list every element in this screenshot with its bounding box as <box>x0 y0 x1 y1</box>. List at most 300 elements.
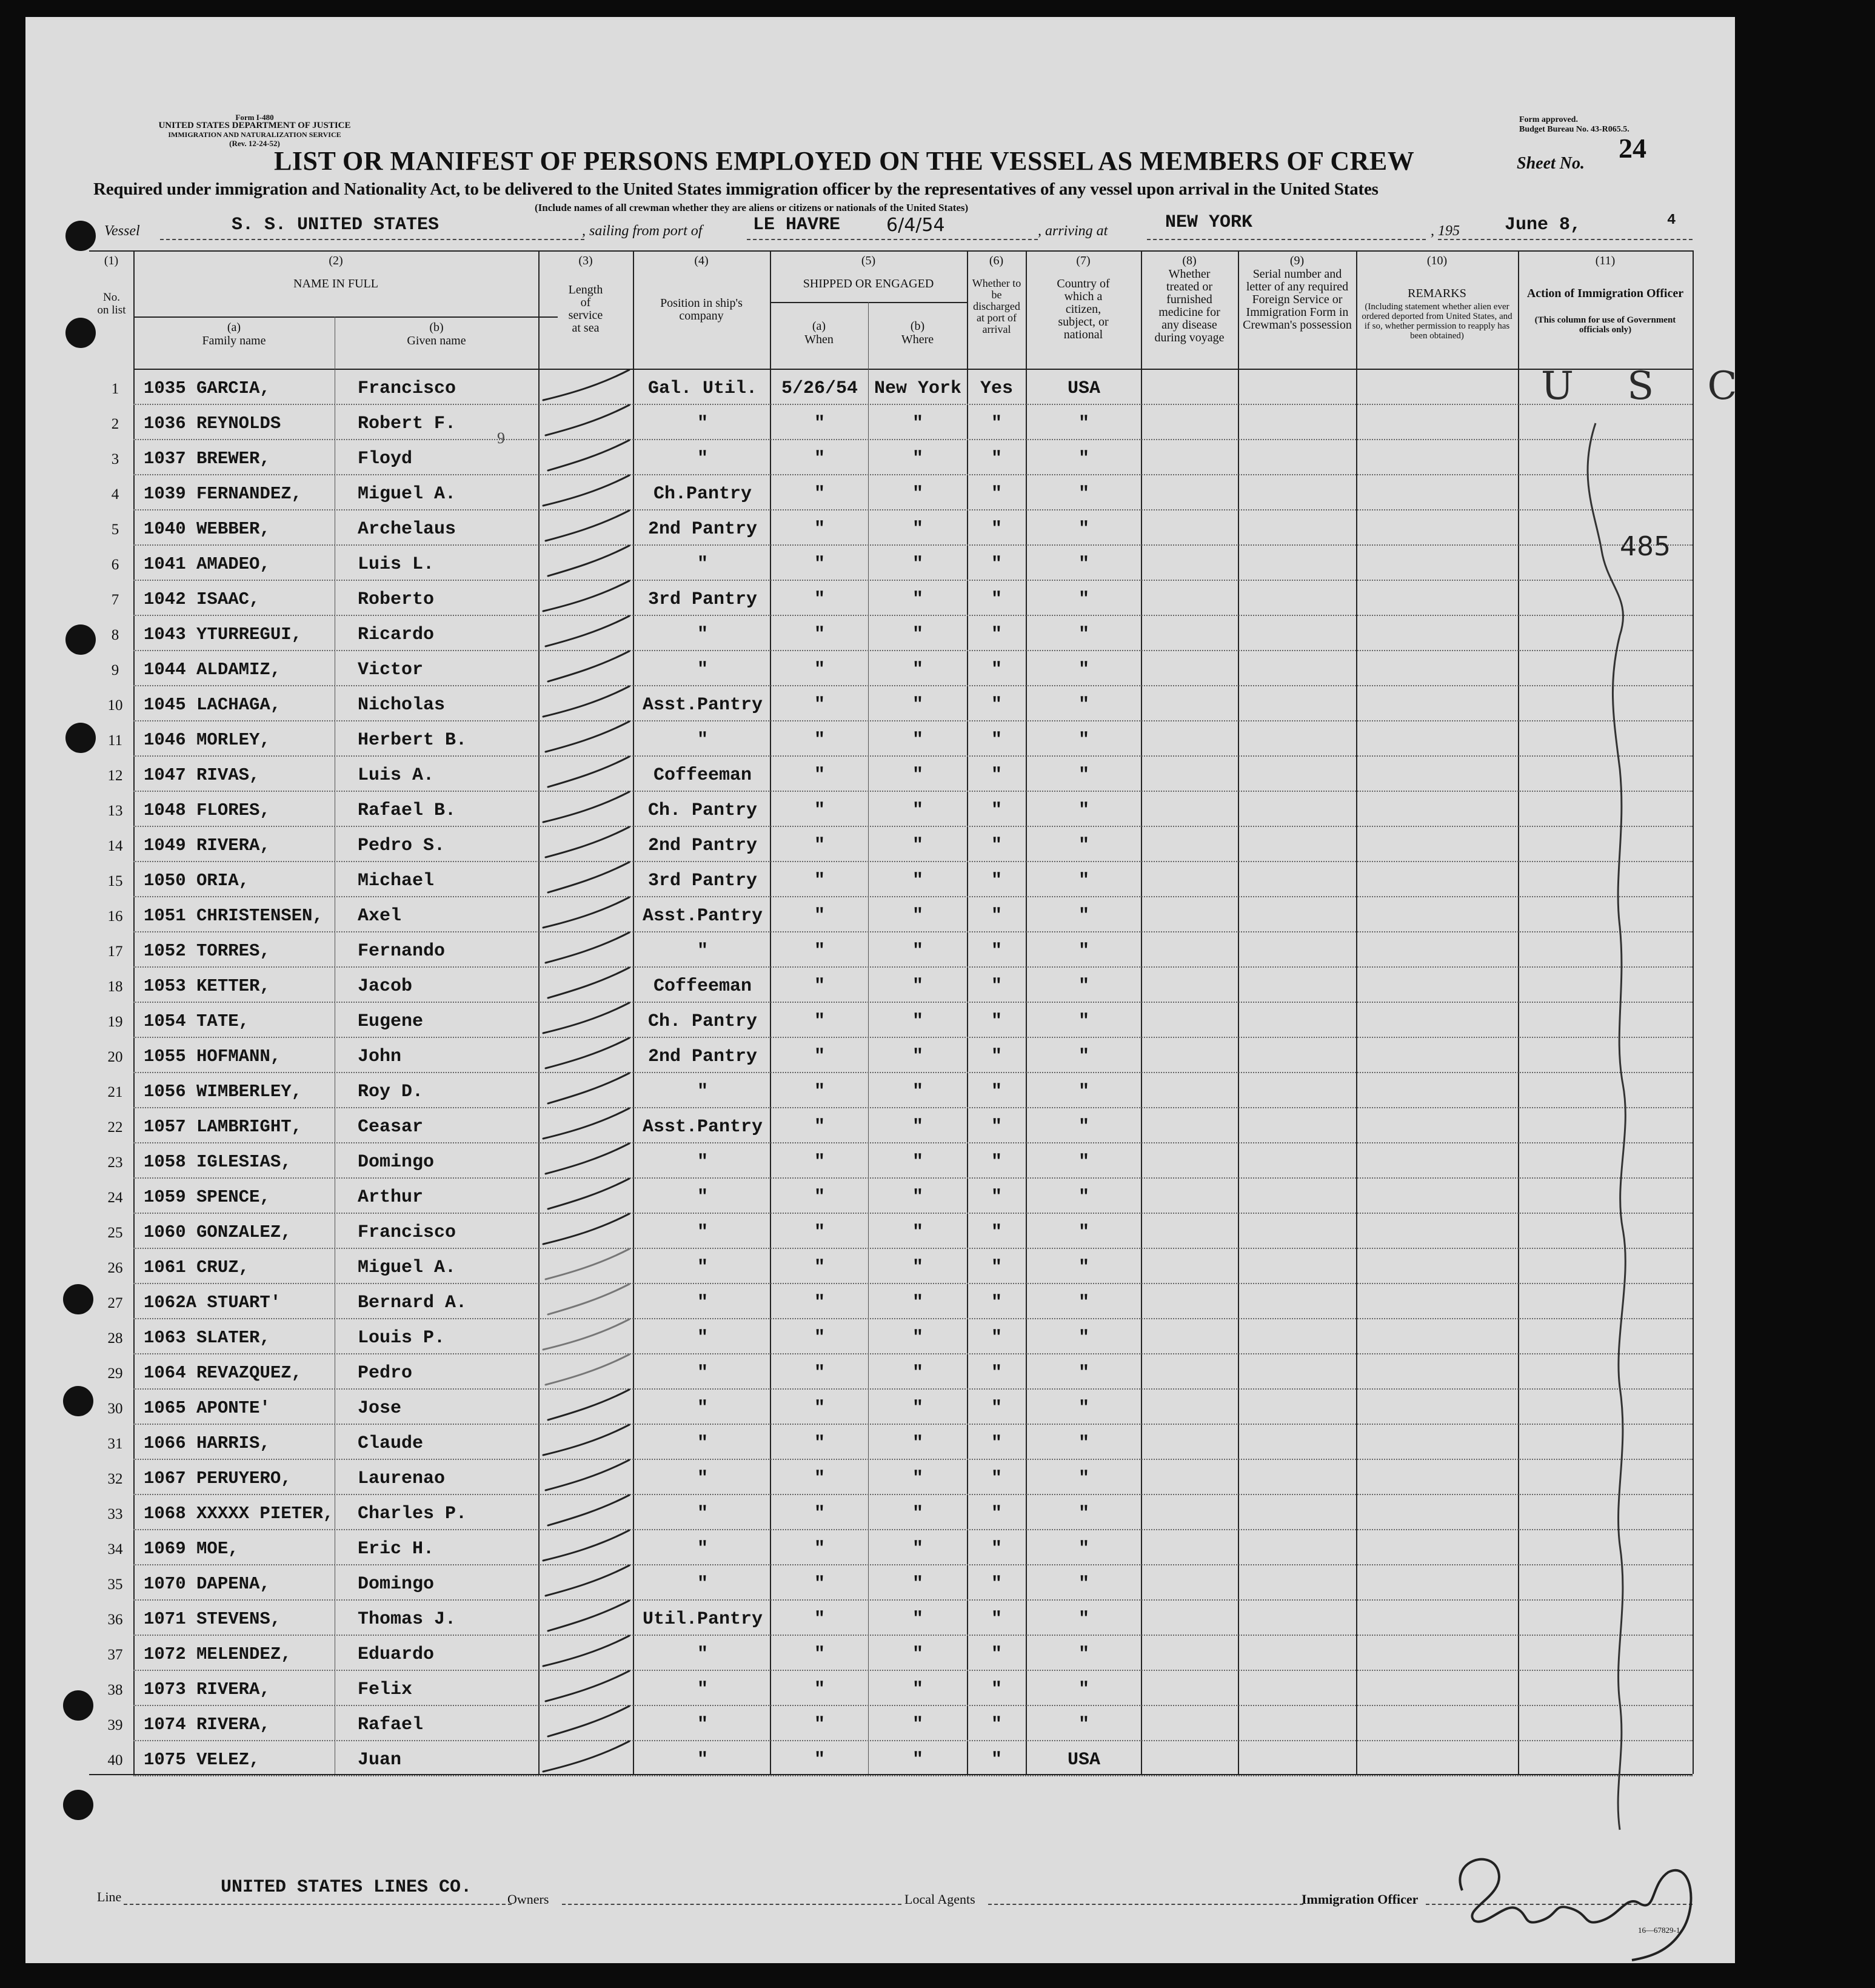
service-stroke <box>548 1179 629 1209</box>
given-name: Luis A. <box>358 765 435 786</box>
col10-sublabel: (Including statement whether alien ever ordered deported from United States, and if so, whether permission to reapply has been obtained) <box>1362 302 1512 341</box>
given-name: Felix <box>358 1679 413 1700</box>
action-usc-mark: U S C <box>1541 364 1758 409</box>
shipped-where: " <box>912 1152 923 1173</box>
row-separator <box>133 1177 1693 1179</box>
shipped-where: " <box>912 1715 923 1735</box>
row-number: 40 <box>107 1752 123 1769</box>
family-name: 1058 IGLESIAS, <box>144 1152 292 1172</box>
discharged: " <box>991 449 1002 469</box>
department-name: UNITED STATES DEPARTMENT OF JUSTICE <box>158 121 351 130</box>
row-separator <box>133 474 1693 475</box>
discharged: " <box>991 1504 1002 1524</box>
row-number: 6 <box>111 557 119 573</box>
country: " <box>1078 695 1089 715</box>
family-name: 1069 MOE, <box>144 1539 239 1559</box>
row-separator <box>133 1388 1693 1390</box>
discharged: " <box>991 1187 1002 1208</box>
position: 3rd Pantry <box>647 589 758 610</box>
service-stroke <box>543 475 629 506</box>
family-name: 1070 DAPENA, <box>144 1574 270 1594</box>
discharged: " <box>991 1715 1002 1735</box>
position: 2nd Pantry <box>647 519 758 540</box>
line-underline <box>124 1904 512 1905</box>
family-name: 1045 LACHAGA, <box>144 695 281 715</box>
position: " <box>697 1574 708 1595</box>
discharged: " <box>991 1011 1002 1032</box>
country: " <box>1078 484 1089 504</box>
position: Asst.Pantry <box>642 695 763 715</box>
shipped-when: " <box>814 589 825 610</box>
col2b-label: Given name <box>407 334 466 347</box>
country: " <box>1078 1644 1089 1665</box>
country: " <box>1078 1433 1089 1454</box>
col2-number: (2) <box>329 254 343 267</box>
position: " <box>697 1468 708 1489</box>
given-name: Ricardo <box>358 624 435 645</box>
country: " <box>1078 1504 1089 1524</box>
given-name: John <box>358 1046 402 1067</box>
row-separator <box>133 791 1693 792</box>
row-number: 33 <box>107 1506 123 1522</box>
service-stroke <box>543 1425 629 1455</box>
row-separator <box>133 1318 1693 1319</box>
discharged: " <box>991 660 1002 680</box>
shipped-where: " <box>912 976 923 997</box>
position: " <box>697 1679 708 1700</box>
country: " <box>1078 624 1089 645</box>
shipped-where: " <box>912 1222 923 1243</box>
col2a-number: (a) <box>227 321 241 334</box>
country: " <box>1078 1117 1089 1137</box>
given-name: Michael <box>358 871 435 891</box>
shipped-when: " <box>814 1679 825 1700</box>
given-name: Arthur <box>358 1187 424 1208</box>
service-stroke <box>546 721 629 752</box>
country: " <box>1078 1152 1089 1173</box>
row-separator <box>133 580 1693 581</box>
row-number: 22 <box>107 1119 123 1136</box>
shipped-when: " <box>814 835 825 856</box>
family-name: 1074 RIVERA, <box>144 1715 270 1735</box>
shipped-where: " <box>912 800 923 821</box>
col-border-5b <box>868 302 869 1774</box>
given-name: Nicholas <box>358 695 446 715</box>
budget-number: Budget Bureau No. 43-R065.5. <box>1519 125 1629 134</box>
shipped-where: " <box>912 1433 923 1454</box>
given-name: Luis L. <box>358 554 435 575</box>
discharged: " <box>991 976 1002 997</box>
service-stroke <box>546 1460 629 1490</box>
col1-label: No. on list <box>97 291 126 316</box>
col11-sublabel: (This column for use of Government officials only) <box>1534 315 1676 335</box>
given-name: Domingo <box>358 1152 435 1173</box>
row-separator <box>133 1424 1693 1425</box>
family-name: 1054 TATE, <box>144 1011 250 1031</box>
row-number: 14 <box>107 838 123 854</box>
country: " <box>1078 1468 1089 1489</box>
row-number: 20 <box>107 1049 123 1065</box>
shipped-when: " <box>814 1117 825 1137</box>
service-stroke <box>546 1249 629 1279</box>
shipped-where: " <box>912 835 923 856</box>
family-name: 1041 AMADEO, <box>144 554 270 574</box>
service-stroke <box>546 1038 629 1068</box>
row-number: 8 <box>111 627 119 643</box>
given-name: Charles P. <box>358 1504 467 1524</box>
discharged: " <box>991 765 1002 786</box>
col10-number: (10) <box>1426 254 1448 267</box>
row-separator <box>133 1037 1693 1038</box>
col5b-number: (b) <box>910 320 925 333</box>
discharged: " <box>991 1328 1002 1348</box>
shipped-where: " <box>912 730 923 751</box>
family-name: 1059 SPENCE, <box>144 1187 270 1207</box>
country: " <box>1078 906 1089 926</box>
col-border-10 <box>1356 250 1357 1774</box>
col-border-11 <box>1518 250 1519 1774</box>
given-name: Rafael <box>358 1715 424 1735</box>
family-name: 1037 BREWER, <box>144 449 270 469</box>
service-stroke <box>543 1319 629 1350</box>
col-border-4 <box>633 250 634 1774</box>
service-stroke <box>546 405 629 435</box>
punch-hole <box>63 1284 93 1314</box>
row-number: 34 <box>107 1541 123 1558</box>
punch-hole <box>65 221 96 251</box>
family-name: 1056 WIMBERLEY, <box>144 1082 302 1102</box>
row-number: 37 <box>107 1647 123 1663</box>
row-number: 16 <box>107 908 123 925</box>
given-name: Rafael B. <box>358 800 456 821</box>
country: " <box>1078 730 1089 751</box>
country: " <box>1078 976 1089 997</box>
family-name: 1043 YTURREGUI, <box>144 624 302 644</box>
row-separator <box>133 1353 1693 1354</box>
service-stroke <box>546 1565 629 1596</box>
position: Coffeeman <box>653 765 752 786</box>
arriving-label: , arriving at <box>1038 223 1108 239</box>
discharged: " <box>991 1293 1002 1313</box>
col4-label: Position in ship's company <box>660 296 743 323</box>
col11-number: (11) <box>1595 254 1616 267</box>
shipped-when: " <box>814 1539 825 1559</box>
service-stroke <box>548 440 629 470</box>
given-name: Claude <box>358 1433 424 1454</box>
shipped-where: " <box>912 941 923 962</box>
port-underline <box>747 239 1038 240</box>
shipped-where: " <box>912 871 923 891</box>
family-name: 1049 RIVERA, <box>144 835 270 855</box>
given-name: Miguel A. <box>358 484 456 504</box>
col4-number: (4) <box>694 254 709 267</box>
shipped-where: " <box>912 1046 923 1067</box>
given-name: Roy D. <box>358 1082 424 1102</box>
row-separator <box>133 509 1693 510</box>
shipped-when: " <box>814 1293 825 1313</box>
position: " <box>697 1750 708 1770</box>
family-name: 1067 PERUYERO, <box>144 1468 292 1488</box>
table-top-border <box>89 250 1693 252</box>
col2-label: NAME IN FULL <box>293 277 378 290</box>
country: " <box>1078 660 1089 680</box>
position: " <box>697 1433 708 1454</box>
given-name: Eugene <box>358 1011 424 1032</box>
position: Coffeeman <box>653 976 752 997</box>
name-subheader-line <box>133 316 558 318</box>
row-separator <box>133 1599 1693 1601</box>
country: " <box>1078 765 1089 786</box>
given-name: Ceasar <box>358 1117 424 1137</box>
given-name: Jose <box>358 1398 402 1419</box>
country: " <box>1078 871 1089 891</box>
discharged: " <box>991 624 1002 645</box>
position: " <box>697 1644 708 1665</box>
shipped-where: " <box>912 1679 923 1700</box>
row-number: 35 <box>107 1576 123 1593</box>
row-number: 39 <box>107 1717 123 1733</box>
position: " <box>697 730 708 751</box>
family-name: 1039 FERNANDEZ, <box>144 484 302 504</box>
line-label: Line <box>97 1889 122 1904</box>
shipped-where: " <box>912 484 923 504</box>
shipped-when: " <box>814 1082 825 1102</box>
shipped-where: New York <box>874 378 962 399</box>
arrival-underline <box>1147 239 1426 240</box>
col5b-label: Where <box>901 333 934 346</box>
shipped-when: " <box>814 1644 825 1665</box>
shipped-where: " <box>912 906 923 926</box>
shipped-where: " <box>912 1468 923 1489</box>
discharged: " <box>991 1152 1002 1173</box>
service-stroke <box>548 968 629 998</box>
service-stroke <box>548 757 629 787</box>
service-stroke <box>543 1003 629 1033</box>
service-stroke <box>543 792 629 822</box>
discharged: " <box>991 484 1002 504</box>
row-number: 4 <box>111 486 119 503</box>
country: USA <box>1067 1750 1100 1770</box>
service-stroke <box>546 932 629 963</box>
country: " <box>1078 519 1089 540</box>
position: " <box>697 1398 708 1419</box>
shipped-where: " <box>912 449 923 469</box>
family-name: 1042 ISAAC, <box>144 589 260 609</box>
shipped-when: " <box>814 695 825 715</box>
position: " <box>697 1187 708 1208</box>
row-separator <box>133 826 1693 827</box>
country: " <box>1078 835 1089 856</box>
family-name: 1035 GARCIA, <box>144 378 270 398</box>
row-separator <box>133 1564 1693 1565</box>
shipped-when: " <box>814 976 825 997</box>
col9-label: Serial number and letter of any required Foreign Service or Immigration Form in Crewman's possession <box>1243 267 1352 332</box>
sailing-port: LE HAVRE <box>753 215 841 235</box>
service-strokes <box>538 369 633 1775</box>
shipped-when: " <box>814 1187 825 1208</box>
row-separator <box>133 1142 1693 1143</box>
discharged: " <box>991 941 1002 962</box>
row-separator <box>133 544 1693 546</box>
country: " <box>1078 589 1089 610</box>
position: " <box>697 941 708 962</box>
row-number: 18 <box>107 979 123 995</box>
shipped-where: " <box>912 554 923 575</box>
shipped-where: " <box>912 1398 923 1419</box>
given-name: Robert F. <box>358 413 456 434</box>
given-name: Archelaus <box>358 519 456 540</box>
country: " <box>1078 1011 1089 1032</box>
vessel-underline <box>160 239 584 240</box>
officer-label: Immigration Officer <box>1302 1892 1419 1907</box>
position: " <box>697 413 708 434</box>
country: " <box>1078 1574 1089 1595</box>
shipped-when: " <box>814 484 825 504</box>
action-wavy-line <box>1577 405 1650 1981</box>
family-name: 1057 LAMBRIGHT, <box>144 1117 302 1137</box>
agents-underline <box>988 1904 1303 1905</box>
discharged: " <box>991 1644 1002 1665</box>
country: " <box>1078 1715 1089 1735</box>
family-name: 1046 MORLEY, <box>144 730 270 750</box>
country: " <box>1078 1679 1089 1700</box>
service-stroke <box>543 897 629 928</box>
country: " <box>1078 413 1089 434</box>
position: " <box>697 1082 708 1102</box>
shipped-when: " <box>814 1363 825 1384</box>
row-separator <box>133 1459 1693 1460</box>
row-number: 19 <box>107 1014 123 1030</box>
country: " <box>1078 1046 1089 1067</box>
family-name: 1073 RIVERA, <box>144 1679 270 1699</box>
shipped-when: " <box>814 1609 825 1630</box>
shipped-where: " <box>912 695 923 715</box>
position: Asst.Pantry <box>642 906 763 926</box>
row-number: 15 <box>107 873 123 889</box>
shipped-when: " <box>814 1222 825 1243</box>
col-border-2 <box>133 250 135 1774</box>
shipped-where: " <box>912 1187 923 1208</box>
col3-label: Length of service at sea <box>568 283 603 335</box>
shipped-where: " <box>912 765 923 786</box>
table-header-bottom <box>133 369 1693 370</box>
position: 2nd Pantry <box>647 835 758 856</box>
shipped-when: " <box>814 519 825 540</box>
shipped-where: " <box>912 624 923 645</box>
shipped-when: " <box>814 941 825 962</box>
punch-hole <box>63 1386 93 1416</box>
col6-label: Whether to be discharged at port of arrival <box>972 277 1021 335</box>
given-name: Pedro S. <box>358 835 446 856</box>
family-name: 1051 CHRISTENSEN, <box>144 906 323 926</box>
col8-number: (8) <box>1182 254 1197 267</box>
col3-number: (3) <box>578 254 593 267</box>
family-name: 1052 TORRES, <box>144 941 270 961</box>
discharged: " <box>991 589 1002 610</box>
shipped-where: " <box>912 589 923 610</box>
family-name: 1060 GONZALEZ, <box>144 1222 292 1242</box>
col7-number: (7) <box>1076 254 1091 267</box>
discharged: " <box>991 835 1002 856</box>
discharged: " <box>991 413 1002 434</box>
given-name: Floyd <box>358 449 413 469</box>
country: " <box>1078 1609 1089 1630</box>
shipped-where: " <box>912 1293 923 1313</box>
shipped-when: " <box>814 1046 825 1067</box>
family-name: 1040 WEBBER, <box>144 519 270 539</box>
country: " <box>1078 1082 1089 1102</box>
sailing-date: 6/4/54 <box>886 215 945 236</box>
col-border-9 <box>1238 250 1239 1774</box>
agents-label: Local Agents <box>904 1892 975 1907</box>
discharged: " <box>991 1222 1002 1243</box>
shipped-where: " <box>912 1117 923 1137</box>
punch-hole <box>63 1690 93 1721</box>
family-name: 1068 XXXXX PIETER, <box>144 1504 334 1524</box>
row-separator <box>133 1213 1693 1214</box>
family-name: 1055 HOFMANN, <box>144 1046 281 1066</box>
discharged: " <box>991 1046 1002 1067</box>
position: " <box>697 1328 708 1348</box>
country: " <box>1078 1257 1089 1278</box>
service-stroke <box>543 1214 629 1244</box>
col9-number: (9) <box>1289 254 1305 267</box>
discharged: " <box>991 1574 1002 1595</box>
row-separator <box>133 931 1693 932</box>
given-name: Herbert B. <box>358 730 467 751</box>
shipped-when: " <box>814 871 825 891</box>
arrival-date: June 8, <box>1505 215 1582 235</box>
punch-hole <box>65 318 96 348</box>
row-separator <box>133 685 1693 686</box>
given-name: Louis P. <box>358 1328 446 1348</box>
shipped-when: " <box>814 906 825 926</box>
discharged: " <box>991 519 1002 540</box>
shipped-when: " <box>814 1257 825 1278</box>
country: " <box>1078 1398 1089 1419</box>
position: " <box>697 1222 708 1243</box>
given-name: Francisco <box>358 1222 456 1243</box>
country: " <box>1078 1187 1089 1208</box>
shipped-where: " <box>912 1574 923 1595</box>
discharged: " <box>991 695 1002 715</box>
col5-number: (5) <box>861 254 876 267</box>
shipped-where: " <box>912 1539 923 1559</box>
col-border-6 <box>967 250 968 1774</box>
shipped-when: 5/26/54 <box>781 378 858 399</box>
family-name: 1064 REVAZQUEZ, <box>144 1363 302 1383</box>
country: " <box>1078 1363 1089 1384</box>
position: Ch. Pantry <box>647 1011 758 1032</box>
vessel-label: Vessel <box>104 223 140 239</box>
date-underline <box>1438 239 1693 240</box>
row-separator <box>133 861 1693 862</box>
discharged: " <box>991 871 1002 891</box>
discharged: " <box>991 554 1002 575</box>
arrival-port: NEW YORK <box>1165 212 1253 233</box>
col11-label: Action of Immigration Officer <box>1526 287 1684 300</box>
row-number: 17 <box>107 943 123 960</box>
sheet-label: Sheet No. <box>1517 154 1585 173</box>
shipped-when: " <box>814 765 825 786</box>
family-name: 1048 FLORES, <box>144 800 270 820</box>
position: " <box>697 1363 708 1384</box>
given-name: Pedro <box>358 1363 413 1384</box>
shipped-when: " <box>814 1398 825 1419</box>
discharged: " <box>991 800 1002 821</box>
shipped-when: " <box>814 1328 825 1348</box>
discharged: " <box>991 1398 1002 1419</box>
